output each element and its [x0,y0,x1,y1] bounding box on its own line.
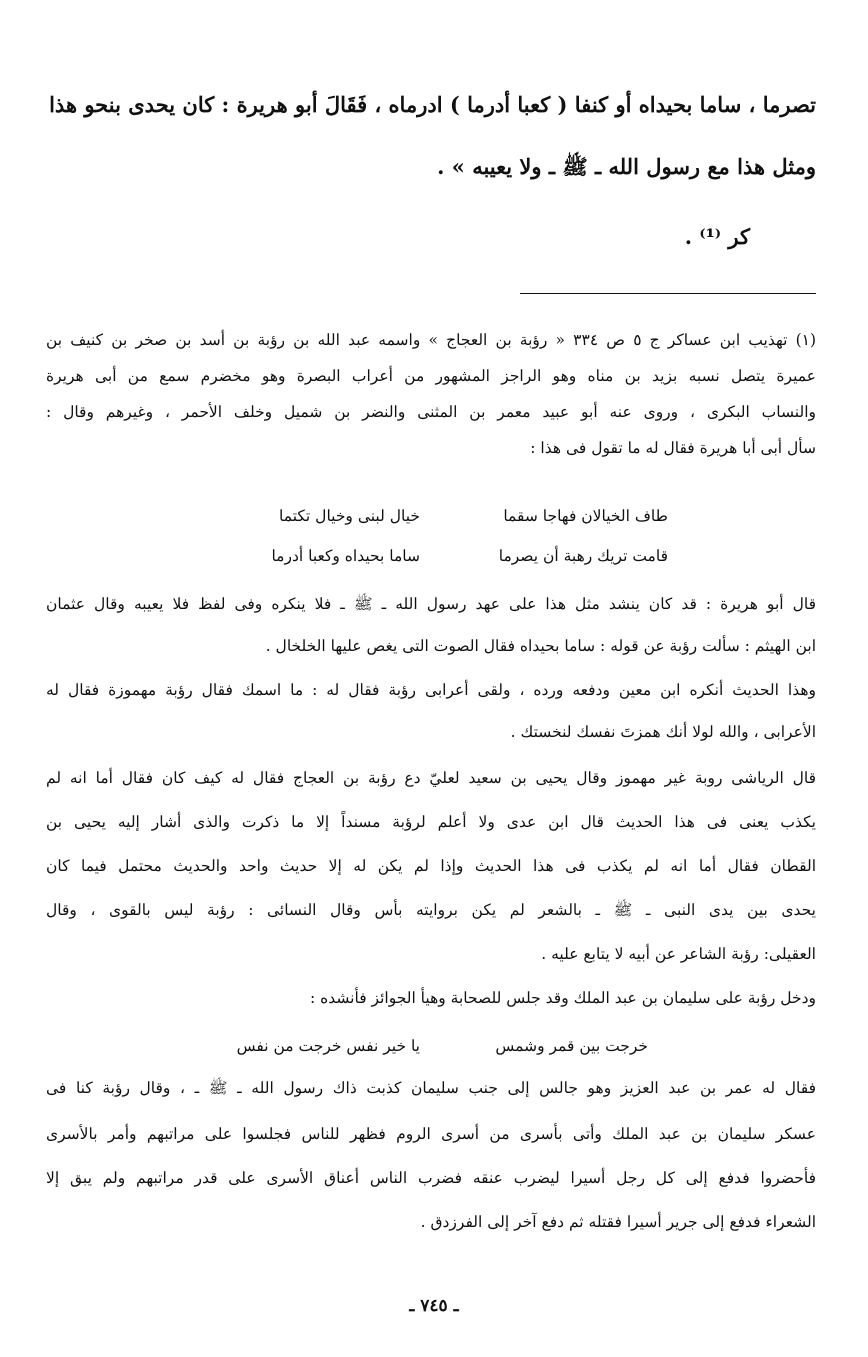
page-number: ـ ٧٤٥ ـ [409,1296,459,1316]
footnote-line: ابن الهيثم : سألت رؤبة عن قوله : ساما بحيداه فقال الصوت التى يغص عليها الخلخال . [265,637,816,655]
footnote-line: يحدى بين يدى النبى ـ ﷺ ـ بالشعر لم يكن بروايته بأس وقال النسائى : رؤبة ليس بالقوى ، وقال [46,901,816,919]
footnote-line: وهذا الحديث أنكره ابن معين ودفعه ورده ، ولقى أعرابى رؤبة فقال له : ما اسمك فقال رؤبة مهموزة فقال له [46,681,816,699]
footnote-line: (١) تهذيب ابن عساكر ج ٥ ص ٣٣٤ « رؤبة بن العجاج » واسمه عبد الله بن رؤبة بن أسد بن صخر بن كنيف بن [46,331,817,349]
footnote-line: فأحضروا فدفع إلى كل رجل أسيرا ليضرب عنقه فضرب الناس أعناق الأسرى على قدر مراتبهم ولم يبق إلا [46,1169,816,1187]
footnote-line: سأل أبى أبا هريرة فقال له ما تقول فى هذا : [530,439,816,457]
footnote-line: الأعرابى ، والله لولا أنك همزتَ نفسك لنخستك . [510,723,816,741]
verse-hemistich-second: خيال لبنى وخيال تكتما [279,507,420,525]
footnote-line: العقيلى: رؤبة الشاعر عن أبيه لا يتابع عليه . [541,945,816,963]
footnote-line: فقال له عمر بن عبد العزيز وهو جالس إلى جنب سليمان كذبت ذاك رسول الله ـ ﷺ ـ ، وقال رؤبة كنا فى [46,1079,816,1097]
footnote-line: الشعراء فدفع إلى جرير أسيرا فقتله ثم دفع آخر إلى الفرزدق . [420,1213,816,1231]
footnote-line: قال أبو هريرة : قد كان ينشد مثل هذا على عهد رسول الله ـ ﷺ ـ فلا ينكره وفى لفظ فلا يعيبه وقال عثمان [46,595,816,613]
footnote-divider [520,293,816,294]
footnote-line: عسكر سليمان بن عبد الملك وأتى بأسرى من أسرى الروم فظهر للناس فجلسوا على مراتبهم وأمر بالأسرى [46,1125,816,1143]
footnote-line: والنساب البكرى ، وروى عنه أبو عبيد معمر بن المثنى والنضر بن شميل وخلف الأحمر ، وغيرهم وقال : [46,403,816,421]
footnote-line: القطان فقال أما انه لم يكذب فى هذا الحديث وإذا لم يكن له إلا حديث واحد والحديث محتمل فيما كان [46,857,816,875]
verse-hemistich-first: خرجت بين قمر وشمس [495,1037,648,1055]
footnote-line: ودخل رؤبة على سليمان بن عبد الملك وقد جلس للصحابة وهيأ الجوائز فأنشده : [309,989,816,1007]
main-text-line: كر ⁽¹⁾ . [684,224,750,249]
verse-hemistich-second: ساما بحيداه وكعبا أدرما [271,547,420,565]
footnote-line: يكذب يعنى فى هذا الحديث قال ابن عدى ولا أعلم لرؤبة مسنداً إلا ما ذكرت والذى أشار إليه يحيى بن [46,813,816,831]
main-text-line: تصرما ، ساما بحيداه أو كنفا ( كعبا أدرما ) ادرماه ، فَقَالَ أبو هريرة : كان يحدى بنحو هذا [49,92,816,117]
verse-hemistich-second: يا خير نفس خرجت من نفس [236,1037,420,1055]
footnote-line: قال الرياشى روبة غير مهموز وقال يحيى بن سعيد لعليّ دع رؤبة بن العجاج فقال له كيف كان فقال أما انه لم [46,769,816,787]
footnote-line: عميرة يتصل نسبه بزيد بن مناه وهو الراجز المشهور من أعراب البصرة وهو مخضرم سمع من أبى هريرة [46,367,816,385]
main-text-line: ومثل هذا مع رسول الله ـ ﷺ ـ ولا يعيبه » . [437,154,816,179]
verse-hemistich-first: قامت تريك رهبة أن يصرما [498,547,668,565]
verse-hemistich-first: طاف الخيالان فهاجا سقما [503,507,668,525]
